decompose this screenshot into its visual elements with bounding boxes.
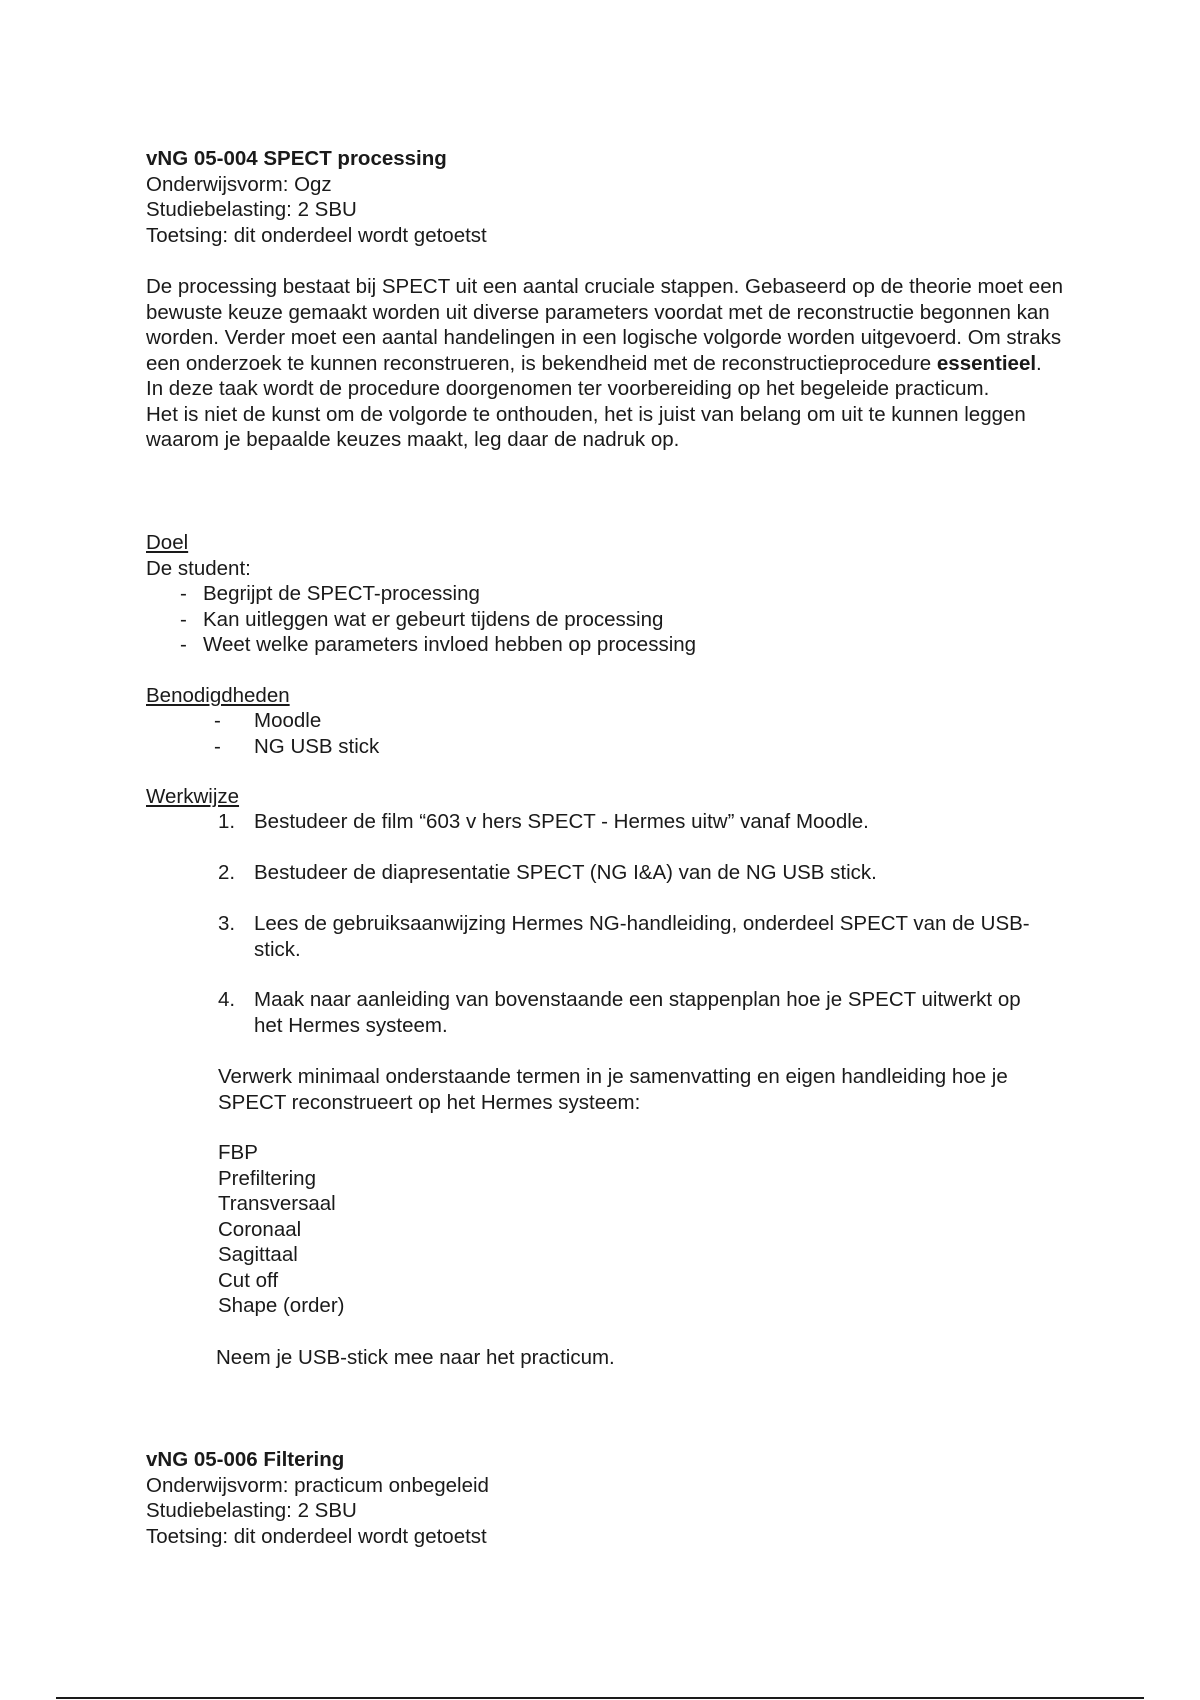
meta-line: Toetsing: dit onderdeel wordt getoetst (146, 223, 487, 247)
step-text: Bestudeer de film “603 v hers SPECT - Hermes uitw” vanaf Moodle. (254, 810, 869, 833)
term-item: FBP (218, 1141, 258, 1164)
method-heading: Werkwijze (146, 785, 240, 808)
list-item-text: Begrijpt de SPECT-processing (203, 582, 480, 605)
term-item: Sagittaal (218, 1243, 298, 1266)
intro-text-part: De processing bestaat bij SPECT uit een aantal cruciale stappen. Gebaseerd op de theorie moet een bewuste keuze gemaakt worden uit diverse parameters voordat met de reconstructie begonnen kan worden. Verder moet een aantal handelingen in een logische volgorde worden uitgevoerd. Om straks een onderzoek te kunnen reconstrueren, is bekendheid met de reconstructieprocedure (146, 275, 1063, 375)
goal-section (146, 530, 1076, 581)
list-item-text: NG USB stick (254, 734, 380, 758)
intro-text-3: Het is niet de kunst om de volgorde te onthouden, het is juist van belang om uit te kunnen leggen waarom je bepaalde keuzes maakt, leg daar de nadruk op. (146, 402, 1026, 451)
step-number: 3. (218, 912, 236, 935)
section-title: vNG 05-004 SPECT processing (146, 147, 447, 170)
intro-text-end: . (1036, 351, 1042, 375)
step-text: Bestudeer de diapresentatie SPECT (NG I&A) van de NG USB stick. (254, 861, 877, 884)
step-number: 4. (218, 988, 236, 1011)
list-item-text: Weet welke parameters invloed hebben op processing (203, 633, 697, 656)
meta-line: Onderwijsvorm: Ogz (146, 172, 332, 196)
term-item: Shape (order) (218, 1294, 345, 1317)
intro-text-2: In deze taak wordt de procedure doorgenomen ter voorbereiding op het begeleide practicum. (146, 377, 990, 400)
term-item: Cut off (218, 1268, 279, 1292)
step-number: 2. (218, 861, 236, 884)
term-item: Prefiltering (218, 1166, 316, 1190)
intro-text (146, 274, 1066, 376)
method-section (146, 784, 1076, 810)
list-item-text: Moodle (254, 709, 322, 732)
closing-note: Neem je USB-stick mee naar het practicum. (216, 1346, 615, 1369)
section-title: vNG 05-006 Filtering (146, 1448, 345, 1471)
step-text: Lees de gebruiksaanwijzing Hermes NG-handleiding, onderdeel SPECT van de USB-stick. (254, 912, 1030, 961)
terms-list (218, 1140, 344, 1319)
meta-line: Studiebelasting: 2 SBU (146, 198, 357, 221)
meta-line: Toetsing: dit onderdeel wordt getoetst (146, 1524, 487, 1548)
step-number: 1. (218, 810, 236, 833)
meta-line: Studiebelasting: 2 SBU (146, 1499, 357, 1522)
list-item-text: Kan uitleggen wat er gebeurt tijdens de processing (203, 607, 664, 631)
page-divider (56, 1697, 1144, 1699)
list-dash: - (214, 734, 221, 758)
terms-intro: Verwerk minimaal onderstaande termen in je samenvatting en eigen handleiding hoe je SPECT reconstrueert op het Hermes systeem: (218, 1065, 1008, 1114)
section-header-filtering (146, 1447, 1076, 1549)
goal-heading: Doel (146, 531, 189, 554)
list-dash: - (180, 582, 187, 605)
goal-intro: De student: (146, 556, 251, 580)
intro-paragraph (146, 274, 1066, 453)
list-dash: - (180, 633, 187, 656)
list-dash: - (214, 709, 221, 732)
term-item: Transversaal (218, 1192, 336, 1215)
term-item: Coronaal (218, 1217, 302, 1241)
meta-line: Onderwijsvorm: practicum onbegeleid (146, 1473, 489, 1497)
step-text: Maak naar aanleiding van bovenstaande een stappenplan hoe je SPECT uitwerkt op het Hermes systeem. (254, 988, 1021, 1037)
list-dash: - (180, 607, 187, 631)
needs-section (146, 683, 1076, 709)
intro-emphasis: essentieel (936, 351, 1037, 375)
needs-heading: Benodigdheden (146, 684, 290, 707)
section-header-spect (146, 146, 1076, 248)
